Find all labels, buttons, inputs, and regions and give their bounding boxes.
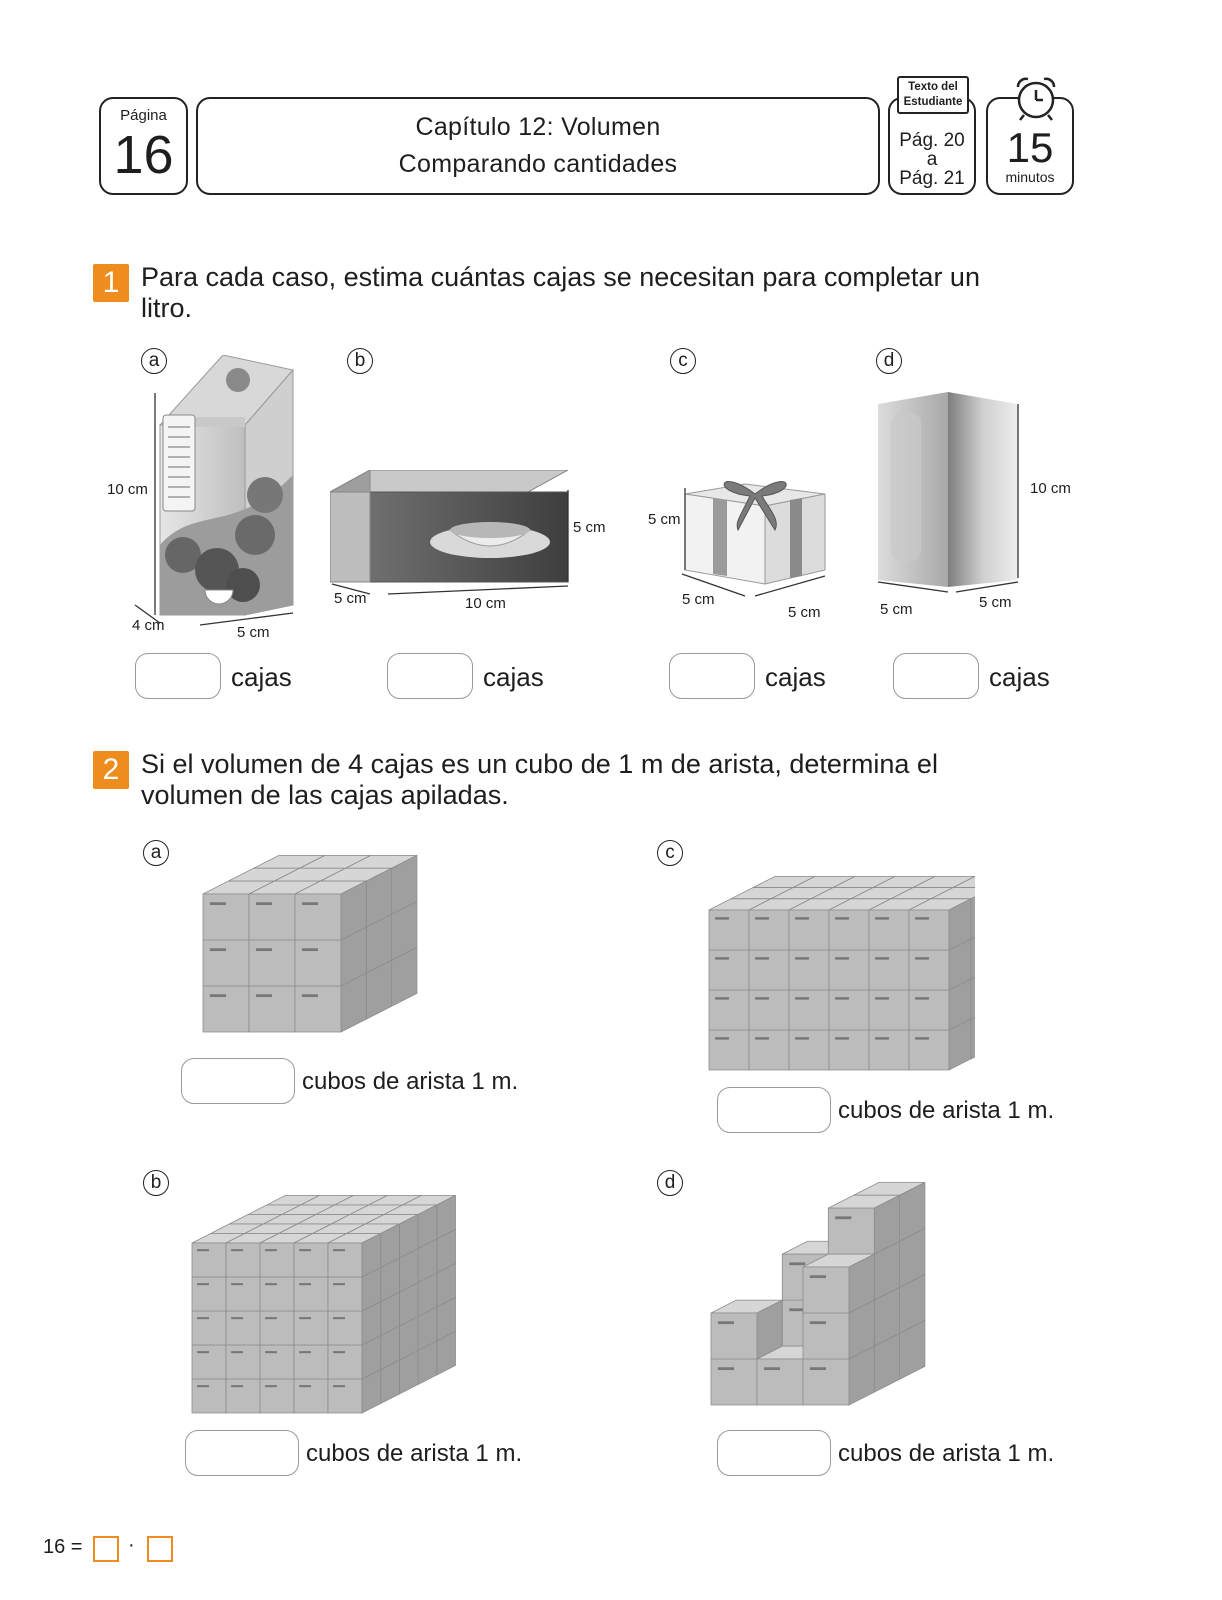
item-1b-width: 10 cm: [465, 595, 506, 612]
item-1d-letter: d: [876, 348, 902, 374]
item-2b-letter: b: [143, 1170, 169, 1196]
item-2c-letter: c: [657, 840, 683, 866]
item-1d-depth: 5 cm: [880, 601, 913, 618]
cube-stack-b-image: [188, 1135, 538, 1420]
pages-from: Pág. 20: [899, 130, 965, 151]
chapter-subtitle: Comparando cantidades: [398, 150, 678, 178]
answer-1a-input[interactable]: [135, 653, 221, 699]
footer-equation-left: 16 =: [43, 1536, 83, 1558]
book-icon: [897, 76, 969, 114]
activity-1-number: 1: [93, 264, 129, 302]
item-1c-width: 5 cm: [788, 604, 821, 621]
footer-factor-box-1[interactable]: [93, 1536, 119, 1562]
item-2a-letter: a: [143, 840, 169, 866]
stacked-box: [295, 881, 366, 940]
item-1c-height: 5 cm: [648, 511, 681, 528]
item-1d-height: 10 cm: [1030, 480, 1071, 497]
book-label-line2: Estudiante: [903, 96, 963, 108]
cube-stack-c-image: [705, 805, 975, 1080]
answer-1d-input[interactable]: [893, 653, 979, 699]
answer-1d-label: cajas: [989, 662, 1050, 692]
activity-2-number: 2: [93, 751, 129, 789]
answer-2c-label: cubos de arista 1 m.: [838, 1097, 1055, 1124]
pages-separator: a: [926, 149, 938, 170]
answer-1a-label: cajas: [231, 662, 292, 692]
answer-2d-label: cubos de arista 1 m.: [838, 1440, 1055, 1467]
answer-2c-input[interactable]: [717, 1087, 831, 1133]
item-1b-depth: 5 cm: [334, 590, 367, 607]
pages-to: Pág. 21: [899, 168, 965, 189]
item-1b-letter: b: [347, 348, 373, 374]
item-1a-height: 10 cm: [107, 481, 148, 498]
item-1a-width: 5 cm: [237, 624, 270, 641]
item-1a-letter: a: [141, 348, 167, 374]
page-number: 16: [113, 125, 174, 185]
alarm-clock-icon: [1012, 75, 1060, 121]
tea-box-image: [330, 470, 570, 595]
stacked-box: [909, 899, 971, 950]
activity-1-instruction: Para cada caso, estima cuántas cajas se necesitan para completar un litro.: [141, 262, 980, 323]
chapter-title-box: [196, 97, 880, 195]
cube-stack-a-image: [195, 820, 435, 1040]
time-value: 15: [1006, 124, 1054, 171]
item-1b-height: 5 cm: [573, 519, 606, 536]
answer-1b-input[interactable]: [387, 653, 473, 699]
item-1c-letter: c: [670, 348, 696, 374]
milk-carton-image: [105, 355, 305, 650]
footer-factor-box-2[interactable]: [147, 1536, 173, 1562]
answer-2a-input[interactable]: [181, 1058, 295, 1104]
cube-stack-d-image: [705, 1180, 945, 1415]
stacked-box: [711, 1300, 782, 1359]
chapter-title: Capítulo 12: Volumen: [415, 113, 661, 141]
answer-1c-label: cajas: [765, 662, 826, 692]
stacked-box: [803, 1254, 874, 1313]
footer-operator: ·: [128, 1534, 135, 1556]
item-2d-letter: d: [657, 1170, 683, 1196]
item-1a-depth: 4 cm: [132, 617, 165, 634]
answer-2d-input[interactable]: [717, 1430, 831, 1476]
item-1c-depth: 5 cm: [682, 591, 715, 608]
time-unit: minutos: [1005, 169, 1055, 185]
page-label: Página: [120, 107, 167, 124]
stacked-box: [828, 1195, 899, 1254]
answer-1c-input[interactable]: [669, 653, 755, 699]
answer-1b-label: cajas: [483, 662, 544, 692]
book-label-line1: Texto del: [908, 81, 958, 93]
answer-2b-label: cubos de arista 1 m.: [306, 1440, 523, 1467]
activity-2-instruction: Si el volumen de 4 cajas es un cubo de 1 m de arista, determina el volumen de las cajas apiladas.: [141, 749, 938, 810]
answer-2b-input[interactable]: [185, 1430, 299, 1476]
item-1d-width: 5 cm: [979, 594, 1012, 611]
page-number-box: [99, 97, 188, 195]
gift-box-image: [680, 462, 830, 612]
stacked-box: [328, 1233, 381, 1277]
answer-2a-label: cubos de arista 1 m.: [302, 1068, 519, 1095]
tall-box-image: [876, 392, 1026, 602]
